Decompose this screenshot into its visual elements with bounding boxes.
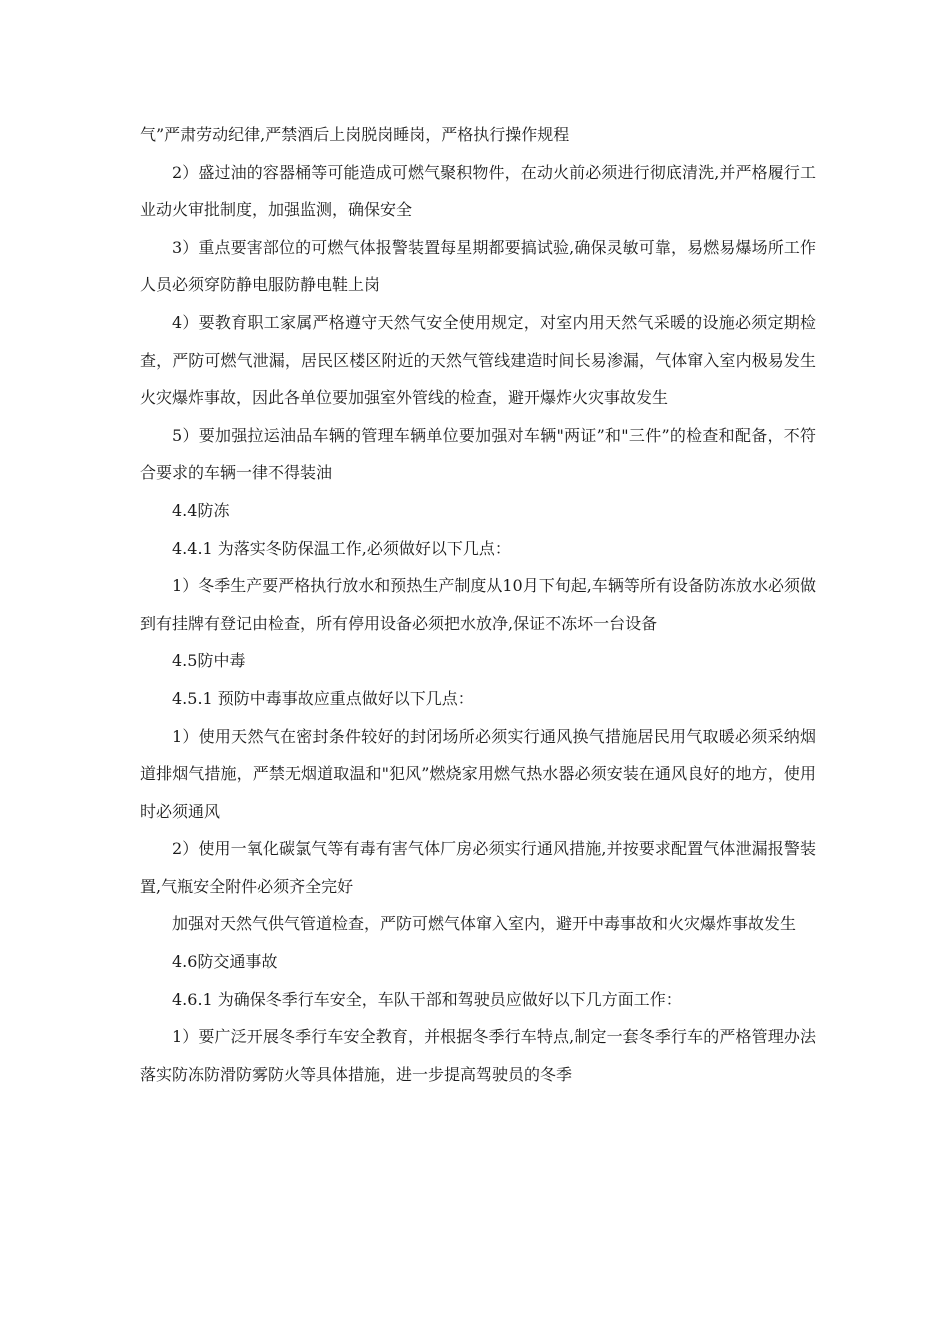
paragraph-1: 气”严肃劳动纪律,严禁酒后上岗脱岗睡岗，严格执行操作规程 [140,125,570,144]
document-body [140,116,816,1093]
paragraph-12: 2）使用一氧化碳氯气等有毒有害气体厂房必须实行通风措施,并按要求配置气体泄漏报警装置,气瓶安全附件必须齐全完好 [140,839,816,896]
paragraph-4: 4）要教育职工家属严格遵守天然气安全使用规定，对室内用天然气采暖的设施必须定期检查，严防可燃气泄漏，居民区楼区附近的天然气管线建造时间长易渗漏，气体窜入室内极易发生火灾爆炸事故，因此各单位要加强室外管线的检查，避开爆炸火灾事故发生 [140,312,816,408]
section-heading-4-5: 4.5防中毒 [172,651,246,671]
paragraph-11: 1）使用天然气在密封条件较好的封闭场所必须实行通风换气措施居民用气取暖必须采纳烟道排烟气措施，严禁无烟道取温和"犯风”燃烧家用燃气热水器必须安装在通风良好的地方，使用时必须通风 [140,726,816,821]
paragraph-3: 3）重点要害部位的可燃气体报警装置每星期都要搞试验,确保灵敏可靠，易燃易爆场所工作人员必须穿防静电服防静电鞋上岗 [140,237,816,295]
paragraph-2: 2）盛过油的容器桶等可能造成可燃气聚积物件，在动火前必须进行彻底清洗,并严格履行工业动火审批制度，加强监测，确保安全 [140,162,816,220]
section-heading-4-4: 4.4防冻 [172,500,230,520]
subsection-heading-4-4-1: 4.4.1 为落实冬防保温工作,必须做好以下几点： [172,538,511,558]
paragraph-5: 5）要加强拉运油品车辆的管理车辆单位要加强对车辆"两证”和"三件”的检查和配备，不符合要求的车辆一律不得装油 [140,425,816,483]
section-heading-4-6: 4.6防交通事故 [172,952,278,972]
subsection-heading-4-6-1: 4.6.1 为确保冬季行车安全，车队干部和驾驶员应做好以下几方面工作： [172,989,682,1009]
paragraph-8: 1）冬季生产要严格执行放水和预热生产制度从10月下旬起,车辆等所有设备防冻放水必须做到有挂牌有登记由检查，所有停用设备必须把水放净,保证不冻坏一台设备 [140,576,816,633]
subsection-heading-4-5-1: 4.5.1 预防中毒事故应重点做好以下几点： [172,688,474,708]
paragraph-16: 1）要广泛开展冬季行车安全教育，并根据冬季行车特点,制定一套冬季行车的严格管理办法落实防冻防滑防雾防火等具体措施，进一步提高驾驶员的冬季 [140,1027,816,1084]
paragraph-13: 加强对天然气供气管道检查，严防可燃气体窜入室内，避开中毒事故和火灾爆炸事故发生 [172,914,797,934]
